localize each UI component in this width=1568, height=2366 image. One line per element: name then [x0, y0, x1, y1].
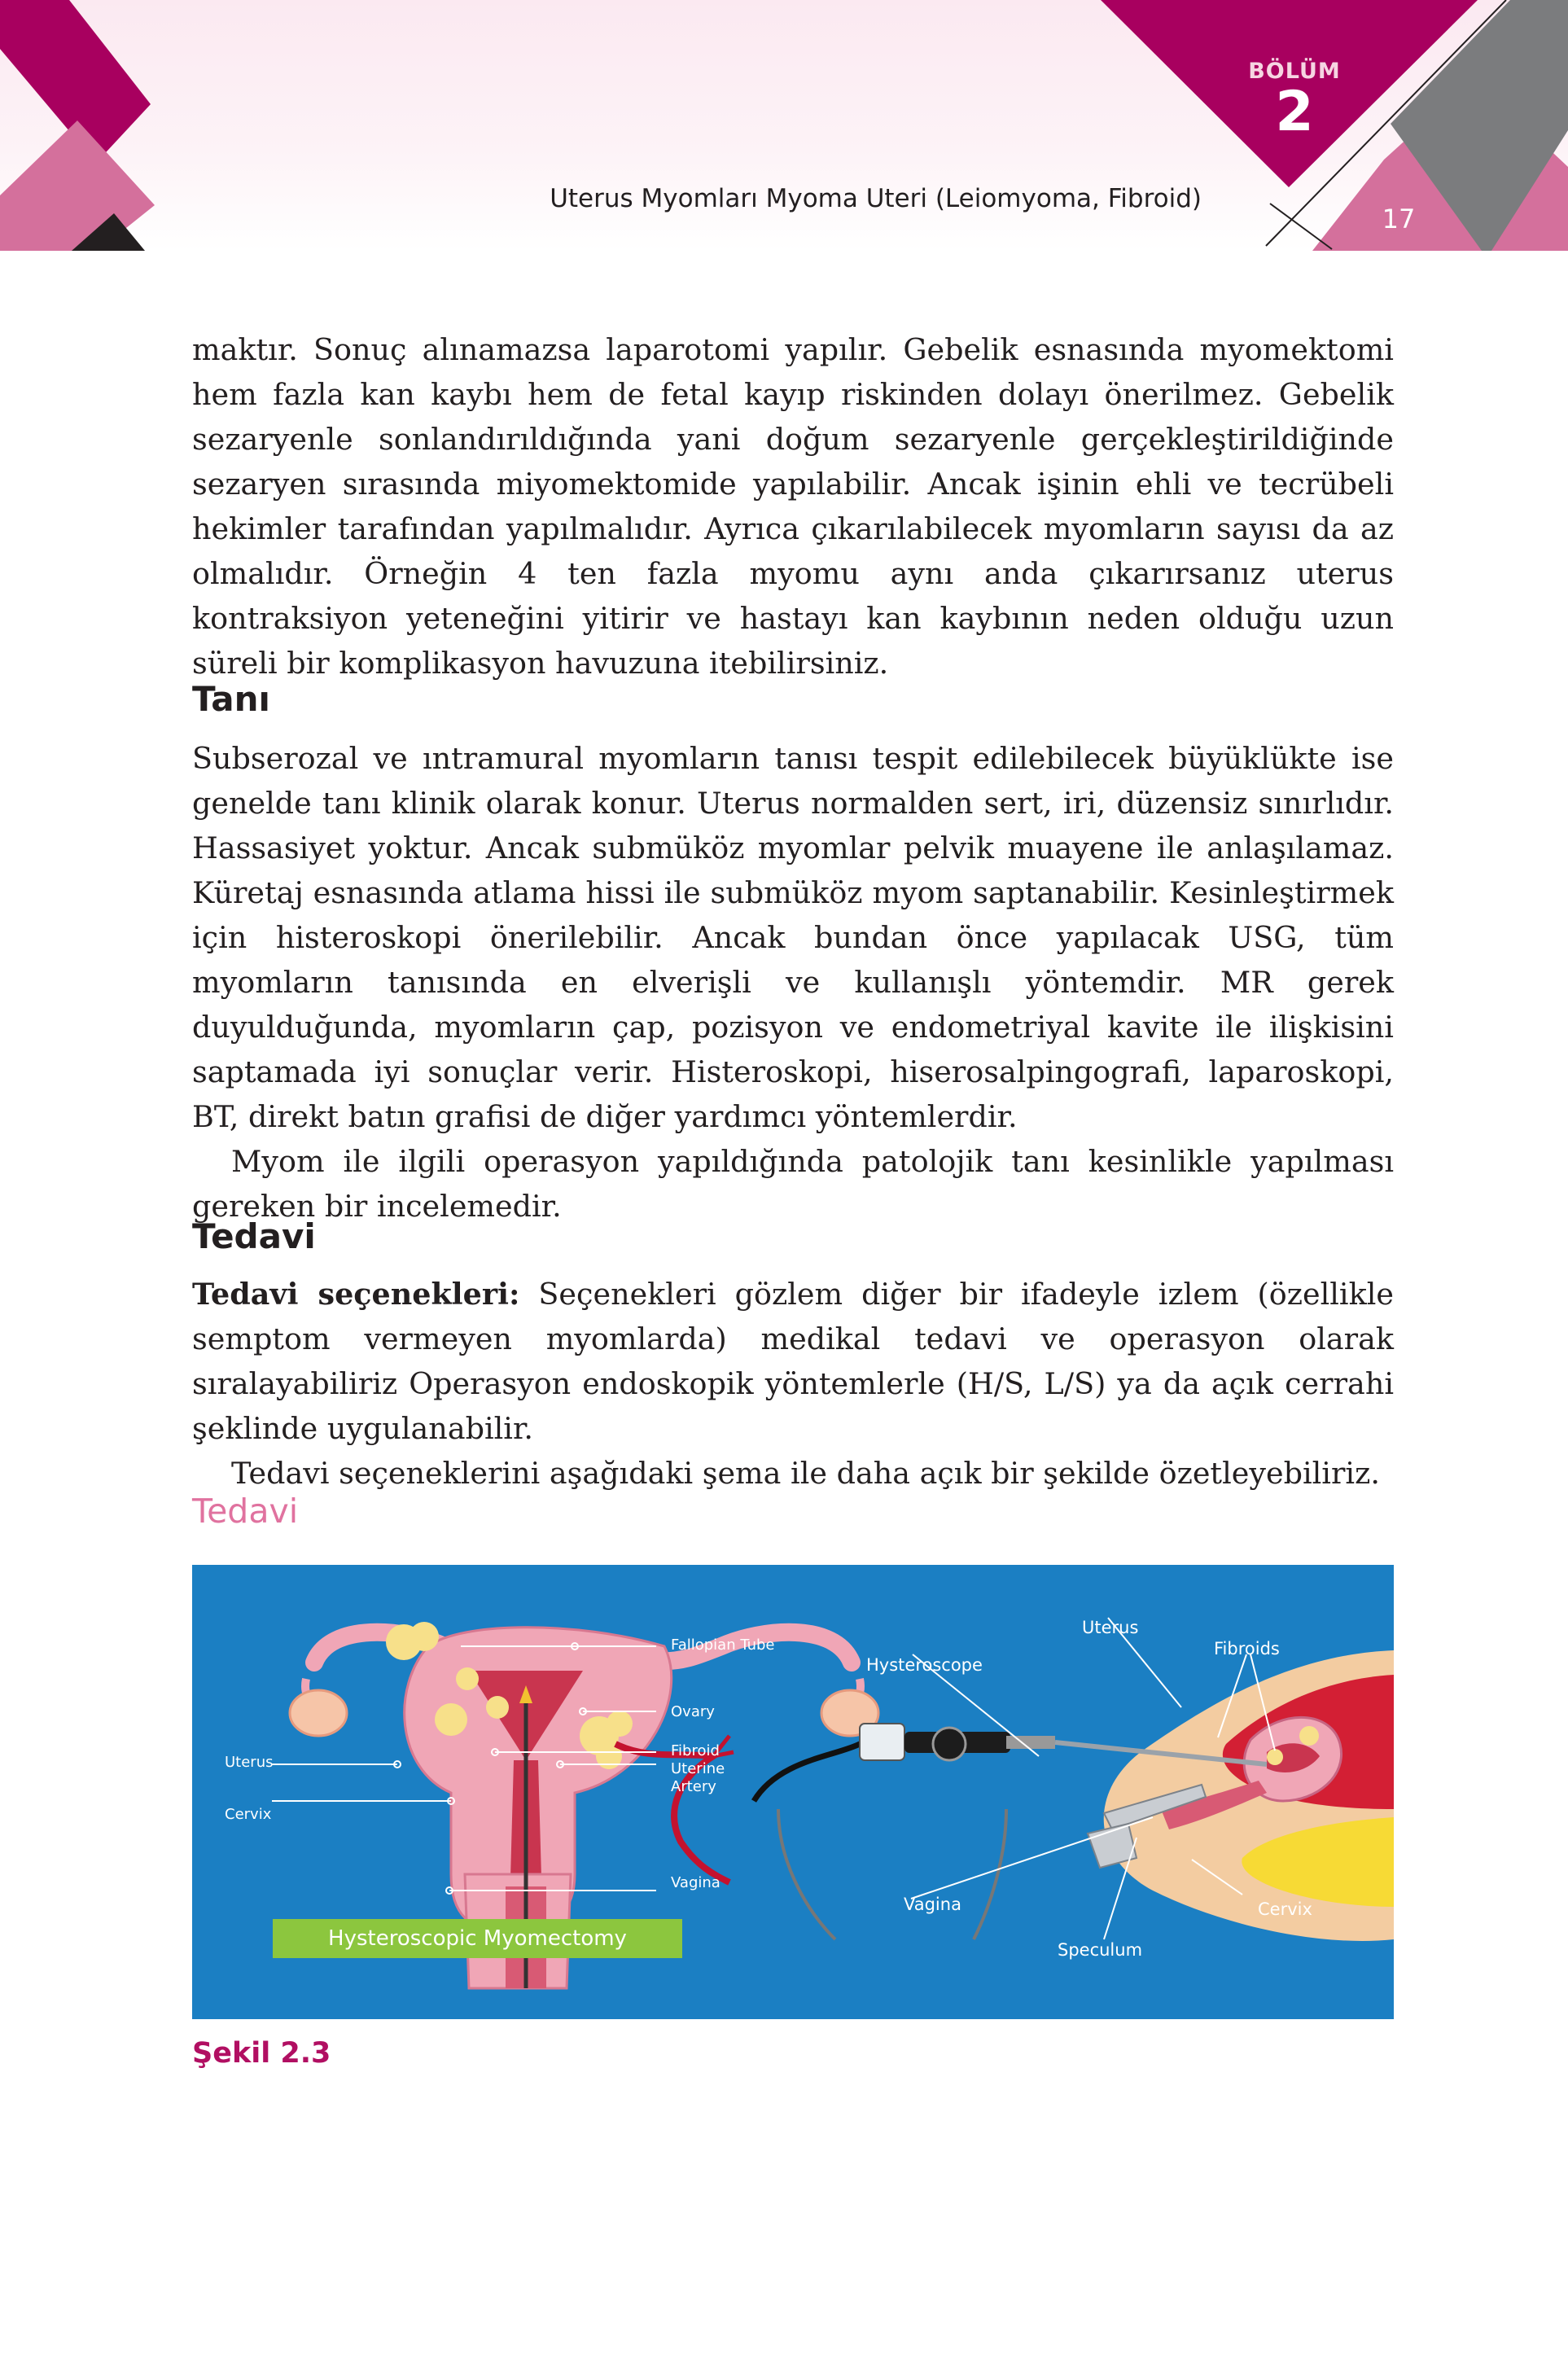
label-fallopian-tube: Fallopian Tube [671, 1636, 775, 1654]
paragraph-rest: Seçenekleri gözlem diğer bir ifadeyle izlem (özellikle semptom vermeyen myomlarda) medikal tedavi ve operasyon olarak sıralayabiliriz Operasyon endoskopik yöntemlerle (H/S, L/S) ya da açık cerrahi şeklinde uygulanabilir. [192, 1277, 1394, 1446]
scope-eyepiece [933, 1728, 966, 1760]
paragraph: maktır. Sonuç alınamazsa laparotomi yapılır. Gebelik esnasında myomektomi hem fazla kan kaybı hem de fetal kayıp riskinden dolayı önerilmez. Gebelik sezaryenle sonlandırıldığında yani doğum sezaryenle gerçekleştirildiğinde sezaryen sırasında miyomektomide yapılabilir. Ancak işinin ehli ve tecrübeli hekimler tarafından yapılmalıdır. Ayrıca çıkarılabilecek myomların sayısı da az olmalıdır. Örneğin 4 ten fazla myomu aynı anda çıkarırsanız uterus kontraksiyon yeteneğini yitirir ve hastayı kan kaybının neden olduğu uzun süreli bir komplikasyon havuzuna itebilirsiniz. [192, 332, 1394, 681]
hysteroscopic-myomectomy-figure [192, 1565, 1394, 2019]
label-fibroids: Fibroids [1214, 1639, 1280, 1658]
label-vagina: Vagina [671, 1874, 720, 1891]
label-cervix-right: Cervix [1258, 1899, 1312, 1919]
label-uterus: Uterus [225, 1754, 274, 1771]
figure-heading: Tedavi [192, 1492, 299, 1531]
label-uterus-right: Uterus [1082, 1618, 1139, 1637]
section-heading-tani: Tanı [192, 679, 270, 719]
running-title: Uterus Myomları Myoma Uteri (Leiomyoma, Fibroid) [550, 184, 1202, 213]
fibroid-nodule [1299, 1726, 1319, 1746]
label-uterine-artery: Uterine Artery [671, 1760, 725, 1795]
section-heading-tedavi: Tedavi [192, 1216, 316, 1256]
label-hysteroscope: Hysteroscope [866, 1655, 983, 1675]
fibroid-nodule [1267, 1749, 1283, 1765]
scope-camera-head [860, 1724, 904, 1760]
label-cervix: Cervix [225, 1806, 272, 1823]
scope-light-cable [778, 1809, 835, 1939]
header-pink-shape-left [0, 120, 155, 251]
fibroid-nodule [607, 1711, 633, 1737]
fibroid-nodule [486, 1696, 509, 1719]
paragraph-4-block [192, 1272, 1394, 1496]
label-vagina-right: Vagina [904, 1895, 961, 1914]
chapter-word: BÖLÜM [1248, 59, 1341, 84]
paragraph [192, 1272, 1394, 1451]
fibroid-nodule [410, 1622, 439, 1651]
label-ovary: Ovary [671, 1703, 715, 1720]
label-speculum: Speculum [1058, 1940, 1143, 1960]
paragraph: Subserozal ve ıntramural myomların tanısı tespit edilebilecek büyüklükte ise genelde tanı klinik olarak konur. Uterus normalden sert, iri, düzensiz sınırlıdır. Hassasiyet yoktur. Ancak submüköz myomlar pelvik muayene ile anlaşılamaz. Küretaj esnasında atlama hissi ile submüköz myom saptanabilir. Kesinleştirmek için histeroskopi önerilebilir. Ancak bundan önce yapılacak USG, tüm myomların tanısında en elverişli ve kullanışlı yöntemdir. MR gerek duyulduğunda, myomların çap, pozisyon ve endometriyal kavite ile ilişkisini saptamada iyi sonuçlar verir. Histeroskopi, hiserosalpingografi, laparoskopi, BT, direkt batın grafisi de diğer yardımcı yöntemlerdir. [192, 741, 1394, 1134]
page-header [0, 0, 1568, 251]
paragraph: Tedavi seçeneklerini aşağıdaki şema ile daha açık bir şekilde özetleyebiliriz. [231, 1456, 1380, 1491]
scope-coupler [1006, 1736, 1055, 1749]
label-fibroid: Fibroid [671, 1742, 720, 1759]
scope-fluid-line [974, 1809, 1006, 1939]
left-ovary [290, 1690, 347, 1736]
bold-lead: Tedavi seçenekleri: [192, 1277, 520, 1312]
paragraph: Myom ile ilgili operasyon yapıldığında patolojik tanı kesinlikle yapılması gereken bir incelemedir. [192, 1144, 1394, 1224]
page-number: 17 [1382, 204, 1416, 234]
chapter-number: 2 [1275, 80, 1314, 144]
paragraph-2-block [192, 736, 1394, 1229]
paragraph-1-block [192, 327, 1394, 686]
fibroid-nodule [456, 1667, 479, 1690]
fibroid-nodule [435, 1703, 467, 1736]
figure-caption: Şekil 2.3 [192, 2037, 331, 2070]
procedure-banner: Hysteroscopic Myomectomy [273, 1919, 682, 1958]
